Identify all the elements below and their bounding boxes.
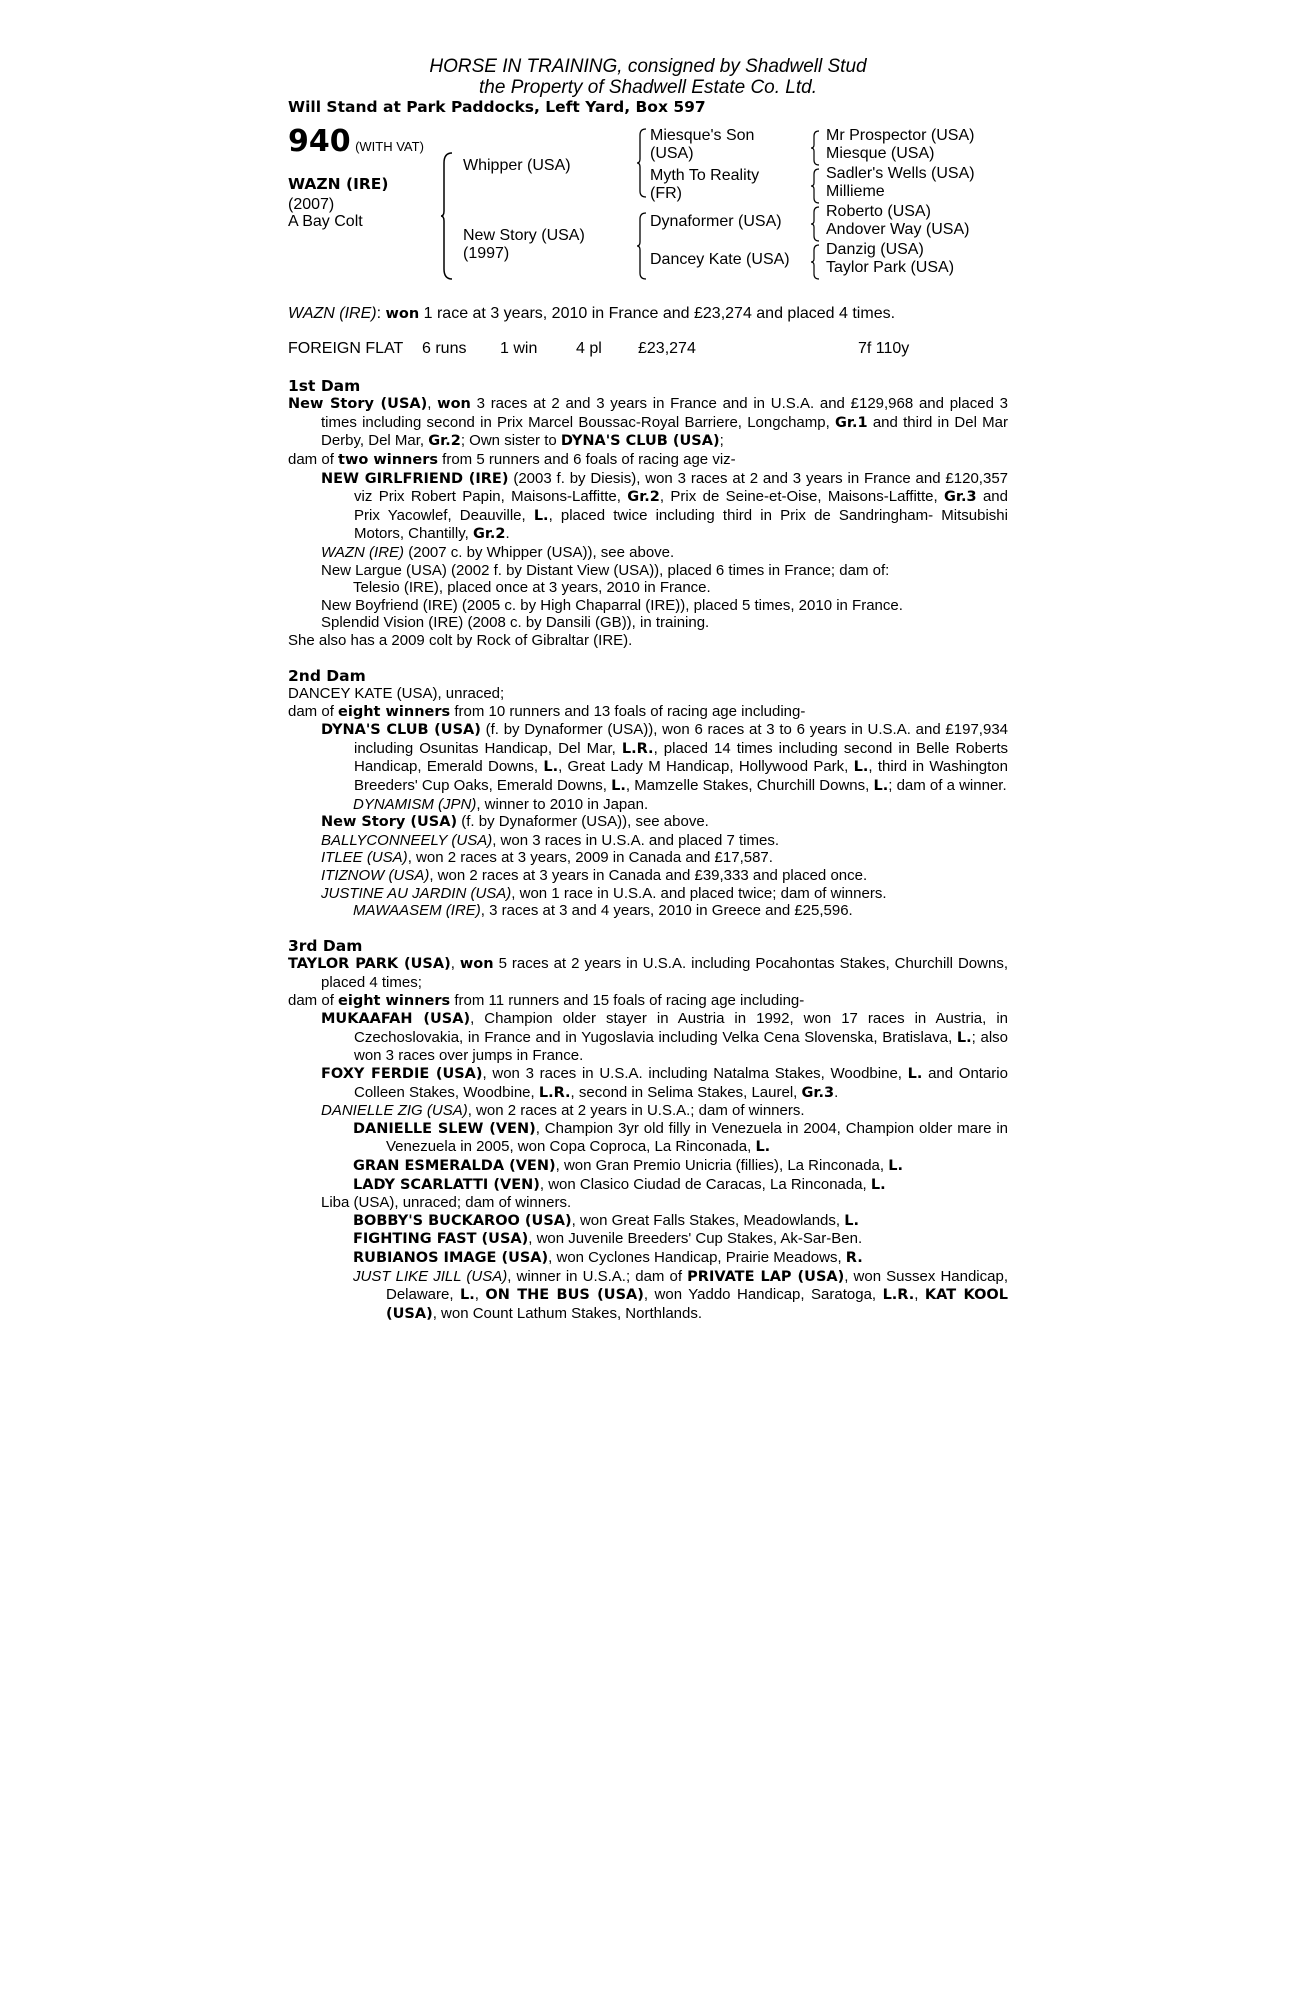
produce-new-girlfriend xyxy=(288,470,1008,544)
horse-name: LADY SCARLATTI (VEN) xyxy=(353,1176,540,1193)
sire-dam-line1: Myth To Reality xyxy=(650,167,760,184)
summary-horse-name: WAZN (IRE) xyxy=(288,305,377,322)
text: from 11 runners and 15 foals of racing age including- xyxy=(450,991,805,1009)
won-word: won xyxy=(437,396,471,413)
sire-brace xyxy=(636,127,648,199)
horse-description: A Bay Colt xyxy=(288,213,363,230)
text: , placed 14 times including second in Belle Roberts Handicap, Emerald Downs, xyxy=(354,739,1008,776)
first-dam-title: 1st Dam xyxy=(288,376,361,395)
text: , second in Selima Stakes, Laurel, xyxy=(570,1083,802,1101)
pedigree-table xyxy=(288,124,1008,291)
grade: L. xyxy=(870,1176,886,1193)
lot-number: 940 xyxy=(288,124,351,159)
text: , won Cyclones Handicap, Prairie Meadows, xyxy=(548,1248,846,1266)
winners-count: eight winners xyxy=(338,703,451,720)
sire-name: Whipper (USA) xyxy=(463,157,571,174)
third-dam-produce-intro xyxy=(288,992,1008,1011)
dam-name: New Story (USA) xyxy=(463,227,585,244)
text: dam of xyxy=(288,991,339,1009)
grade: R. xyxy=(845,1249,863,1266)
grade: L. xyxy=(907,1065,923,1082)
produce-danielle-slew xyxy=(288,1120,1008,1157)
grade: Gr.2 xyxy=(472,526,506,543)
grade: Gr.3 xyxy=(944,489,977,506)
text: . xyxy=(505,525,510,543)
produce-new-largue: New Largue (USA) (2002 f. by Distant View (USA)), placed 6 times in France; dam of: xyxy=(321,561,890,579)
main-brace xyxy=(440,151,454,281)
record-wins: 1 win xyxy=(500,339,538,357)
vat-label: (WITH VAT) xyxy=(355,139,424,154)
horse-name: ITLEE (USA) xyxy=(321,849,408,867)
horse-name: RUBIANOS IMAGE (USA) xyxy=(353,1249,549,1266)
summary-text: 1 race at 3 years, 2010 in France and £23,274 and placed 4 times. xyxy=(419,305,896,322)
brace-4b xyxy=(810,167,820,205)
grade: Gr.1 xyxy=(835,414,868,431)
text: , Champion older stayer in Austria in 1992, won 17 races in Austria, in Czechoslovakia, in France and in Yugoslavia including Velka Cena Slovenska, Bratislava, xyxy=(354,1010,1008,1046)
gg-sire-dam-sire: Sadler's Wells (USA) xyxy=(826,165,975,182)
produce-bobbys-buckaroo xyxy=(288,1212,1008,1231)
sire-sire-line2: (USA) xyxy=(650,145,694,162)
horse-name: FIGHTING FAST (USA) xyxy=(353,1231,529,1248)
summary-won: won xyxy=(385,306,420,322)
gg-dam-sire-dam: Andover Way (USA) xyxy=(826,221,970,238)
record-label: FOREIGN FLAT xyxy=(288,339,404,357)
text: , won Juvenile Breeders' Cup Stakes, Ak-Sar-Ben. xyxy=(528,1230,863,1248)
header-line-2: the Property of Shadwell Estate Co. Ltd. xyxy=(479,77,817,98)
dam-brace xyxy=(636,211,648,281)
winners-count: two winners xyxy=(338,451,438,468)
brace-4c xyxy=(810,205,820,243)
horse-name: DANIELLE SLEW (VEN) xyxy=(353,1120,536,1137)
gg-sire-sire-sire: Mr Prospector (USA) xyxy=(826,127,975,144)
horse-name: PRIVATE LAP (USA) xyxy=(687,1268,845,1285)
gg-dam-dam-sire: Danzig (USA) xyxy=(826,241,924,258)
text: (f. by Dynaformer (USA)), won 6 races at 3 to 6 years in U.S.A. and £197,934 including Osunitas Handicap, Del Mar, xyxy=(354,721,1008,757)
produce-wazn xyxy=(288,544,1008,562)
horse-name: ON THE BUS (USA) xyxy=(485,1287,644,1304)
produce-fighting-fast xyxy=(288,1230,1008,1249)
text: , won Great Falls Stakes, Meadowlands, xyxy=(571,1211,845,1229)
text: . xyxy=(834,1083,839,1101)
text: 3 races at 2 and 3 years in France and in U.S.A. and £129,968 and placed 3 times including second in Prix Marcel Boussac-Royal Barriere, Longchamp, xyxy=(321,395,1008,431)
horse-name: MAWAASEM (IRE) xyxy=(353,902,481,920)
grade: L. xyxy=(888,1157,903,1174)
produce-lady-scarlatti xyxy=(288,1176,1008,1195)
produce-mukaafah xyxy=(288,1010,1008,1065)
text: (f. by Dynaformer (USA)), see above. xyxy=(457,813,709,831)
text: , won 2 races at 3 years, 2009 in Canada and £17,587. xyxy=(407,849,773,867)
horse-name: DYNAMISM (JPN) xyxy=(353,795,477,813)
first-dam-name: New Story (USA) xyxy=(288,396,428,413)
gg-sire-dam-dam: Millieme xyxy=(826,183,885,200)
produce-itlee xyxy=(288,849,1008,867)
produce-rubianos-image xyxy=(288,1249,1008,1268)
record-earnings: £23,274 xyxy=(638,339,696,357)
first-dam-produce-intro xyxy=(288,451,1008,470)
horse-name: DYNA'S CLUB (USA) xyxy=(321,722,481,739)
text: , won Gran Premio Unicria (fillies), La Rinconada, xyxy=(555,1156,889,1174)
horse-name: TAYLOR PARK (USA) xyxy=(288,956,451,973)
text: , won Yaddo Handicap, Saratoga, xyxy=(643,1286,883,1304)
text: from 5 runners and 6 foals of racing age viz- xyxy=(438,450,736,468)
grade: Gr.2 xyxy=(627,489,660,506)
produce-telesio: Telesio (IRE), placed once at 3 years, 2010 in France. xyxy=(353,579,711,597)
produce-new-boyfriend: New Boyfriend (IRE) (2005 c. by High Chaparral (IRE)), placed 5 times, 2010 in France. xyxy=(321,596,903,614)
text: , third in Washington Breeders' Cup Oaks, Emerald Downs, xyxy=(354,758,1008,795)
grade: L.R. xyxy=(538,1084,571,1101)
produce-itiznow xyxy=(288,867,1008,885)
text: from 10 runners and 13 foals of racing age including- xyxy=(450,702,806,720)
horse-name: MUKAAFAH (USA) xyxy=(321,1011,471,1028)
text: 5 races at 2 years in U.S.A. including Pocahontas Stakes, Churchill Downs, placed 4 times; xyxy=(321,955,1008,991)
text: , Champion 3yr old filly in Venezuela in 2004, Champion older mare in Venezuela in 2005, won Copa Coproca, La Rinconada, xyxy=(386,1119,1008,1156)
text: ; Own sister to xyxy=(460,432,561,450)
sire-sire-line1: Miesque's Son xyxy=(650,127,755,144)
text: , xyxy=(427,395,438,413)
produce-dynamism xyxy=(288,796,1008,814)
horse-name: BALLYCONNEELY (USA) xyxy=(321,831,493,849)
text: (2003 f. by Diesis), won 3 races at 2 and 3 years in France and £120,357 viz Prix Robert Papin, Maisons-Laffitte, xyxy=(354,469,1008,506)
third-dam-title: 3rd Dam xyxy=(288,936,363,955)
horse-name: JUST LIKE JILL (USA) xyxy=(353,1267,508,1285)
catalogue-page xyxy=(288,56,1008,1323)
first-dam-paragraph xyxy=(288,395,1008,451)
text: , winner in U.S.A.; dam of xyxy=(507,1267,688,1285)
horse-name: DANIELLE ZIG (USA) xyxy=(321,1102,468,1120)
produce-danielle-zig xyxy=(288,1102,1008,1120)
text: , won Sussex Handicap, Delaware, xyxy=(386,1267,1008,1304)
sister-name: DYNA'S CLUB (USA) xyxy=(560,433,720,450)
header-line-1: HORSE IN TRAINING, consigned by Shadwell Stud xyxy=(429,56,867,77)
header-line-3: Will Stand at Park Paddocks, Left Yard, Box 597 xyxy=(288,98,706,116)
grade: L. xyxy=(533,507,549,524)
sire-dam-line2: (FR) xyxy=(650,185,682,202)
horse-name: WAZN (IRE) xyxy=(288,175,389,193)
text: , xyxy=(474,1286,486,1304)
grade: L. xyxy=(853,759,869,776)
grade: Gr.3 xyxy=(801,1084,835,1101)
third-dam-paragraph: TAYLOR PARK (USA), won 5 races at 2 years in U.S.A. including Pocahontas Stakes, Churchill Downs, placed 4 times; xyxy=(288,955,1008,991)
text: and Prix Yacowlef, Deauville, xyxy=(354,488,1008,524)
summary-line: WAZN (IRE): won 1 race at 3 years, 2010 in France and £23,274 and placed 4 times. xyxy=(288,305,896,322)
text: , won 3 races in U.S.A. and placed 7 times. xyxy=(492,831,780,849)
produce-also: She also has a 2009 colt by Rock of Gibraltar (IRE). xyxy=(288,631,633,649)
brace-4d xyxy=(810,243,820,281)
grade: L. xyxy=(460,1287,475,1304)
horse-name: FOXY FERDIE (USA) xyxy=(321,1065,483,1082)
gg-sire-sire-dam: Miesque (USA) xyxy=(826,145,935,162)
dam-dam: Dancey Kate (USA) xyxy=(650,251,790,268)
brace-4a xyxy=(810,129,820,167)
winners-count: eight winners xyxy=(338,992,451,1009)
foaling-year: (2007) xyxy=(288,196,335,213)
second-dam-title: 2nd Dam xyxy=(288,666,366,685)
second-dam-produce-intro xyxy=(288,703,1008,722)
text: and Ontario Colleen Stakes, Woodbine, xyxy=(354,1064,1008,1101)
text: , winner to 2010 in Japan. xyxy=(476,795,649,813)
text: (2007 c. by Whipper (USA)), see above. xyxy=(404,543,675,561)
horse-name: ITIZNOW (USA) xyxy=(321,867,430,885)
text: dam of xyxy=(288,450,339,468)
horse-name: KAT KOOL (USA) xyxy=(386,1287,1008,1322)
won-word: won xyxy=(459,956,494,973)
text: , won 2 races at 3 years in Canada and £39,333 and placed once. xyxy=(429,867,868,885)
grade: L. xyxy=(844,1212,859,1229)
horse-name: GRAN ESMERALDA (VEN) xyxy=(353,1157,556,1174)
record-placed: 4 pl xyxy=(576,339,602,357)
text: , xyxy=(914,1286,925,1304)
produce-new-story xyxy=(288,813,1008,832)
text: , won 3 races in U.S.A. including Natalma Stakes, Woodbine, xyxy=(482,1064,908,1082)
text: , won Count Lathum Stakes, Northlands. xyxy=(432,1304,703,1322)
horse-name: New Story (USA) xyxy=(321,814,458,831)
gg-dam-sire-sire: Roberto (USA) xyxy=(826,203,931,220)
text: ; dam of a winner. xyxy=(888,777,1007,795)
text: , won Clasico Ciudad de Caracas, La Rinconada, xyxy=(539,1175,871,1193)
gg-dam-dam-dam: Taylor Park (USA) xyxy=(826,259,955,276)
text: , Prix de Seine-et-Oise, Maisons-Laffitte, xyxy=(659,488,945,506)
produce-liba: Liba (USA), unraced; dam of winners. xyxy=(321,1194,572,1212)
grade: L.R. xyxy=(621,740,654,757)
record-runs: 6 runs xyxy=(422,339,467,357)
produce-just-like-jill xyxy=(288,1268,1008,1324)
text: , 3 races at 3 and 4 years, 2010 in Greece and £25,596. xyxy=(480,902,853,920)
horse-name: WAZN (IRE) xyxy=(321,543,405,561)
text: and third in Del Mar Derby, Del Mar, xyxy=(321,413,1009,450)
text: , Mamzelle Stakes, Churchill Downs, xyxy=(625,777,874,795)
text: dam of xyxy=(288,702,339,720)
produce-dynas-club xyxy=(288,721,1008,795)
text: , placed twice including third in Prix de Sandringham- Mitsubishi Motors, Chantilly, xyxy=(354,506,1008,543)
record-distance: 7f 110y xyxy=(858,339,910,357)
produce-justine xyxy=(288,885,1008,903)
produce-foxy-ferdie xyxy=(288,1065,1008,1102)
produce-ballyconneely xyxy=(288,832,1008,850)
grade: L.R. xyxy=(882,1287,915,1304)
grade: L. xyxy=(543,759,559,776)
grade: L. xyxy=(755,1139,771,1156)
race-record xyxy=(288,340,1008,360)
horse-name: JUSTINE AU JARDIN (USA) xyxy=(321,884,512,902)
dam-year: (1997) xyxy=(463,245,510,262)
produce-gran-esmeralda xyxy=(288,1157,1008,1176)
second-dam-name-line: DANCEY KATE (USA), unraced; xyxy=(288,685,505,703)
grade: L. xyxy=(611,778,626,795)
text: ; xyxy=(719,432,724,450)
horse-name: NEW GIRLFRIEND (IRE) xyxy=(321,470,509,487)
text: , won 1 race in U.S.A. and placed twice; dam of winners. xyxy=(511,884,887,902)
grade: Gr.2 xyxy=(428,433,461,450)
horse-name: BOBBY'S BUCKAROO (USA) xyxy=(353,1212,572,1229)
produce-splendid-vision: Splendid Vision (IRE) (2008 c. by Dansili (GB)), in training. xyxy=(321,614,710,632)
produce-mawaasem xyxy=(288,902,1008,920)
text: , won 2 races at 2 years in U.S.A.; dam of winners. xyxy=(467,1102,805,1120)
grade: L. xyxy=(873,778,889,795)
dam-sire: Dynaformer (USA) xyxy=(650,213,782,230)
grade: L. xyxy=(956,1029,972,1046)
text: , Great Lady M Handicap, Hollywood Park, xyxy=(558,758,854,776)
text: ; also won 3 races over jumps in France. xyxy=(354,1028,1008,1065)
